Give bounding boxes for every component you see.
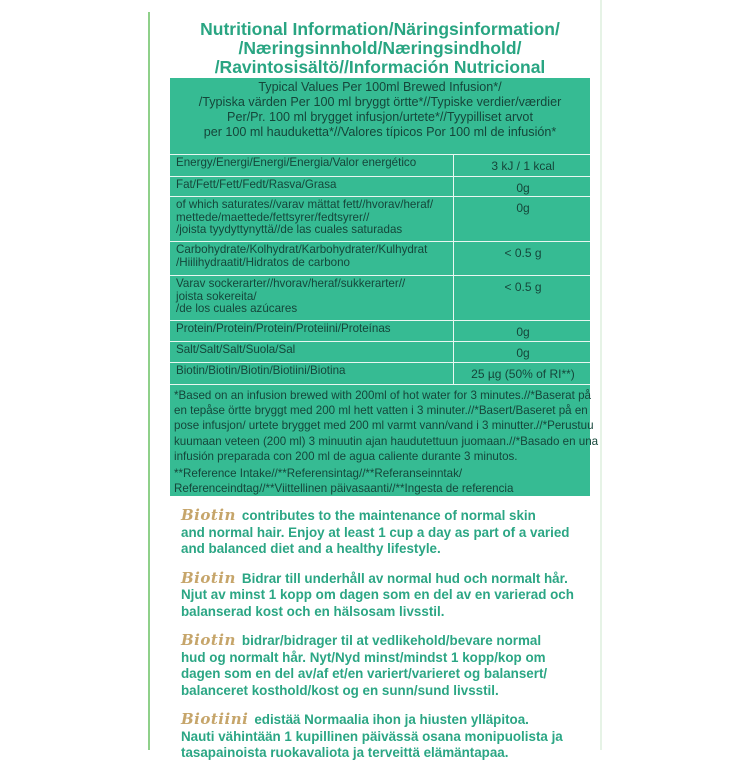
row-value — [456, 177, 590, 197]
footnote — [174, 388, 599, 464]
claim-line: and balanced diet and a healthy lifestyle. — [181, 541, 441, 556]
table-row — [170, 176, 590, 197]
reference-intake-note — [174, 466, 588, 496]
claim-line: Nauti vähintään 1 kupillinen päivässä osana monipuolista ja — [181, 728, 563, 744]
claim-line: hud og normalt hår. Nyt/Nyd minst/mindst 1 kopp/kop om — [181, 649, 546, 665]
claim-line: tasapainoista ruokavaliota ja terveittä elämäntapaa. — [181, 745, 509, 760]
title-line: /Næringsinnhold/Næringsindhold/ — [238, 38, 522, 58]
row-value — [456, 363, 590, 384]
claim-text: contributes to the maintenance of normal skin — [241, 508, 536, 523]
table-row — [170, 362, 590, 385]
row-value — [456, 321, 590, 342]
row-label — [170, 242, 454, 276]
footnote-line: pose infusjon/ urtete brygget med 200 ml varmt vann/vand i 3 minutter.//*Perustuu — [174, 419, 594, 433]
left-border-line — [148, 12, 150, 750]
row-label — [170, 342, 454, 363]
page-title — [160, 20, 600, 77]
claim-swedish — [181, 570, 601, 621]
row-value-text: 25 µg (50% of RI**) — [471, 367, 575, 381]
biotin-logo: Biotin — [181, 568, 236, 587]
claim-line — [181, 711, 601, 729]
claim-norwegian-danish — [181, 632, 601, 699]
row-label-line: mettede/maettede/fettsyrer/fedtsyrer// — [176, 210, 370, 224]
claim-line: and normal hair. Enjoy at least 1 cup a day as part of a varied — [181, 524, 570, 540]
row-value-text: 0g — [516, 325, 530, 339]
row-label-line: /de los cuales azúcares — [176, 302, 298, 315]
claim-line: Njut av minst 1 kopp om dagen som en del av en varierad och — [181, 587, 574, 602]
claim-line: dagen som en del av/af et/en variert/varieret og balansert/ — [181, 666, 548, 681]
footnote-line: kuumaan veteen (200 ml) 3 minuutin ajan haudutettuun juomaan.//*Basado en una — [174, 434, 599, 448]
row-label — [170, 177, 454, 197]
table-row — [170, 275, 590, 321]
row-label-line: Varav sockerarter//hvorav/heraf/sukkerarter// — [176, 277, 406, 290]
footnote-line: *Based on an infusion brewed with 200ml of hot water for 3 minutes.//*Baserat på — [174, 389, 591, 402]
health-claims — [181, 507, 601, 774]
claim-finnish — [181, 711, 601, 762]
row-label-line: Fat/Fett/Fett/Fedt/Rasva/Grasa — [176, 178, 337, 191]
row-value-text: < 0.5 g — [504, 246, 542, 260]
row-label-line: Salt/Salt/Salt/Suola/Sal — [176, 343, 296, 356]
biotin-logo: Biotin — [181, 631, 236, 649]
row-value — [456, 276, 590, 321]
row-value — [456, 242, 590, 276]
row-value — [456, 342, 590, 363]
header-line: Per/Pr. 100 ml brygget infusjon/urtete*//Tyypilliset arvot — [227, 110, 533, 124]
claim-line: balanceret kosthold/kost og en sunn/sund livsstil. — [181, 682, 499, 698]
row-label-line: Carbohydrate/Kolhydrat/Karbohydrater/Kulhydrat — [176, 243, 428, 256]
ri-line: **Reference Intake//**Referensintag//**Referanseinntak/ — [174, 467, 463, 480]
row-label-line: joista sokereita/ — [176, 289, 257, 303]
claim-text: bidrar/bidrager til at vedlikehold/bevare normal — [241, 633, 542, 648]
biotiini-logo: Biotiini — [181, 710, 249, 728]
footnote-line: infusión preparada con 200 ml de agua caliente durante 3 minutos. — [174, 449, 518, 463]
row-label — [170, 276, 454, 321]
row-label-line: Biotin/Biotin/Biotin/Biotiini/Biotina — [176, 364, 346, 377]
title-line: /Ravintosisältö//Información Nutricional — [214, 57, 546, 77]
row-value — [456, 155, 590, 177]
claim-line — [181, 570, 601, 588]
title-line: Nutritional Information/Näringsinformation/ — [200, 19, 560, 39]
ri-line: Referenceindtag//**Viittellinen päivasaanti//**Ingesta de referencia — [174, 482, 514, 496]
footnote-line: en tepåse örtte bryggt med 200 ml hett vatten i 3 minuter.//*Basert/Baseret på en — [174, 404, 588, 418]
claim-line — [181, 507, 601, 525]
row-value-text: 0g — [516, 181, 530, 195]
row-value-text: 0g — [516, 201, 530, 215]
table-row — [170, 196, 590, 242]
claim-text: Bidrar till underhåll av normal hud och normalt hår. — [241, 570, 568, 586]
row-label — [170, 197, 454, 242]
claim-text: edistää Normaalia ihon ja hiusten ylläpitoa. — [254, 712, 529, 727]
row-label — [170, 363, 454, 384]
table-header — [170, 80, 590, 140]
row-label — [170, 321, 454, 342]
table-row — [170, 341, 590, 363]
row-label-line: of which saturates//varav mättat fett//hvorav/heraf/ — [176, 198, 434, 211]
claim-line — [181, 632, 601, 650]
table-row — [170, 241, 590, 276]
row-value-text: < 0.5 g — [504, 280, 542, 294]
row-value-text: 0g — [516, 346, 530, 360]
claim-english — [181, 507, 601, 558]
row-label — [170, 155, 454, 177]
table-row — [170, 320, 590, 342]
nutrition-table — [170, 154, 590, 386]
row-label-line: Protein/Protein/Protein/Proteiini/Proteínas — [176, 322, 391, 335]
row-value-text: 3 kJ / 1 kcal — [491, 159, 555, 173]
row-label-line: /joista tyydyttynyttä//de las cuales saturadas — [176, 223, 403, 236]
header-line: /Typiska värden Per 100 ml bryggt örtte*//Typiske verdier/værdier — [198, 95, 562, 109]
header-line: Typical Values Per 100ml Brewed Infusion*/ — [258, 80, 502, 94]
header-line: per 100 ml hauduketta*//Valores típicos Por 100 ml de infusión* — [203, 125, 557, 139]
nutrition-panel — [170, 78, 599, 496]
biotin-logo: Biotin — [181, 506, 236, 524]
table-row — [170, 154, 590, 177]
claim-line: balanserad kost och en hälsosam livsstil. — [181, 603, 445, 619]
row-label-line: /Hiilihydraatit/Hidratos de carbono — [176, 255, 350, 269]
row-label-line: Energy/Energi/Energi/Energia/Valor energético — [176, 156, 417, 169]
row-value — [456, 197, 590, 242]
